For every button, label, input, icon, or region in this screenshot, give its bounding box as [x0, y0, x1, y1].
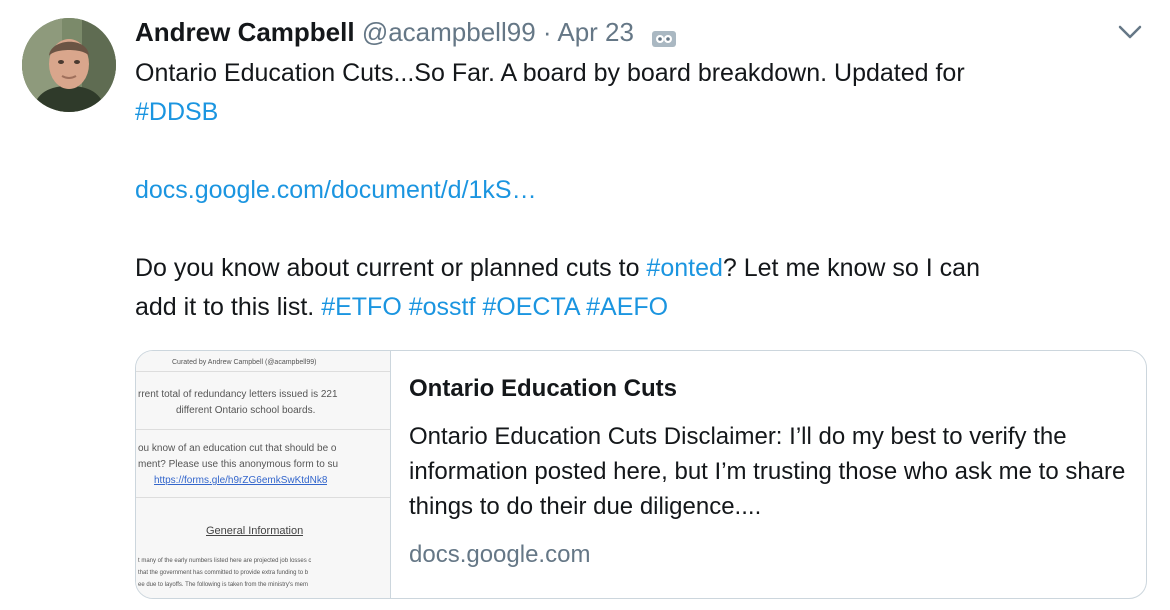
card-domain: docs.google.com — [409, 541, 591, 568]
link-preview-card[interactable] — [135, 350, 1147, 599]
card-title: Ontario Education Cuts — [409, 375, 678, 402]
tweet-header — [135, 16, 677, 48]
thumb-line: ment? Please use this anonymous form to su — [138, 459, 339, 470]
tweet-text-segment: Do you know about current or planned cuts to — [135, 254, 640, 282]
thumb-line: different Ontario school boards. — [176, 405, 316, 416]
hashtag-onted[interactable]: #onted — [646, 254, 723, 282]
hashtag-aefo[interactable]: #AEFO — [586, 293, 669, 321]
tweet-text — [135, 54, 1135, 327]
card-body[interactable] — [409, 371, 1129, 572]
author-name[interactable]: Andrew Campbell — [135, 17, 355, 47]
thumb-form-link: https://forms.gle/h9rZG6emkSwKtdNk8 — [154, 475, 328, 486]
tweet-text-segment: Ontario Education Cuts...So Far. A board by board breakdown. Updated for — [135, 59, 965, 87]
thumb-line: t many of the early numbers listed here are projected job losses c — [138, 558, 312, 564]
chevron-down-icon[interactable] — [1116, 22, 1144, 42]
thumb-line: ou know of an education cut that should be o — [138, 443, 337, 454]
tweet-text-segment: add it to this list. — [135, 293, 315, 321]
thumb-line: that the government has committed to provide extra funding to b — [138, 570, 309, 576]
avatar[interactable] — [22, 18, 116, 112]
separator: · — [542, 17, 552, 47]
thumb-line: rrent total of redundancy letters issued is 221 — [138, 389, 338, 400]
thumb-line: ee due to layoffs. The following is taken from the ministry's mem — [138, 582, 308, 588]
tweet-text-line — [135, 54, 1135, 93]
thumb-curated: Curated by Andrew Campbell (@acampbell99) — [172, 359, 317, 366]
hashtag-ddsb[interactable]: #DDSB — [135, 98, 219, 126]
thumb-heading: General Information — [206, 525, 304, 537]
tweetdeck-icon — [651, 24, 677, 44]
tweet-date[interactable]: Apr 23 — [557, 17, 634, 47]
card-description: Ontario Education Cuts Disclaimer: I’ll do my best to verify the information posted here, but I’m trusting those who ask me to share things to do their due diligence.... — [409, 423, 1126, 520]
hashtag-oecta[interactable]: #OECTA — [482, 293, 580, 321]
tweet-link[interactable]: docs.google.com/document/d/1kS… — [135, 176, 537, 204]
card-thumbnail — [136, 351, 391, 598]
tweet-text-segment: ? Let me know so I can — [722, 254, 980, 282]
author-handle[interactable]: @acampbell99 — [361, 17, 536, 47]
document-preview — [136, 351, 390, 598]
hashtag-osstf[interactable]: #osstf — [408, 293, 476, 321]
hashtag-etfo[interactable]: #ETFO — [321, 293, 402, 321]
